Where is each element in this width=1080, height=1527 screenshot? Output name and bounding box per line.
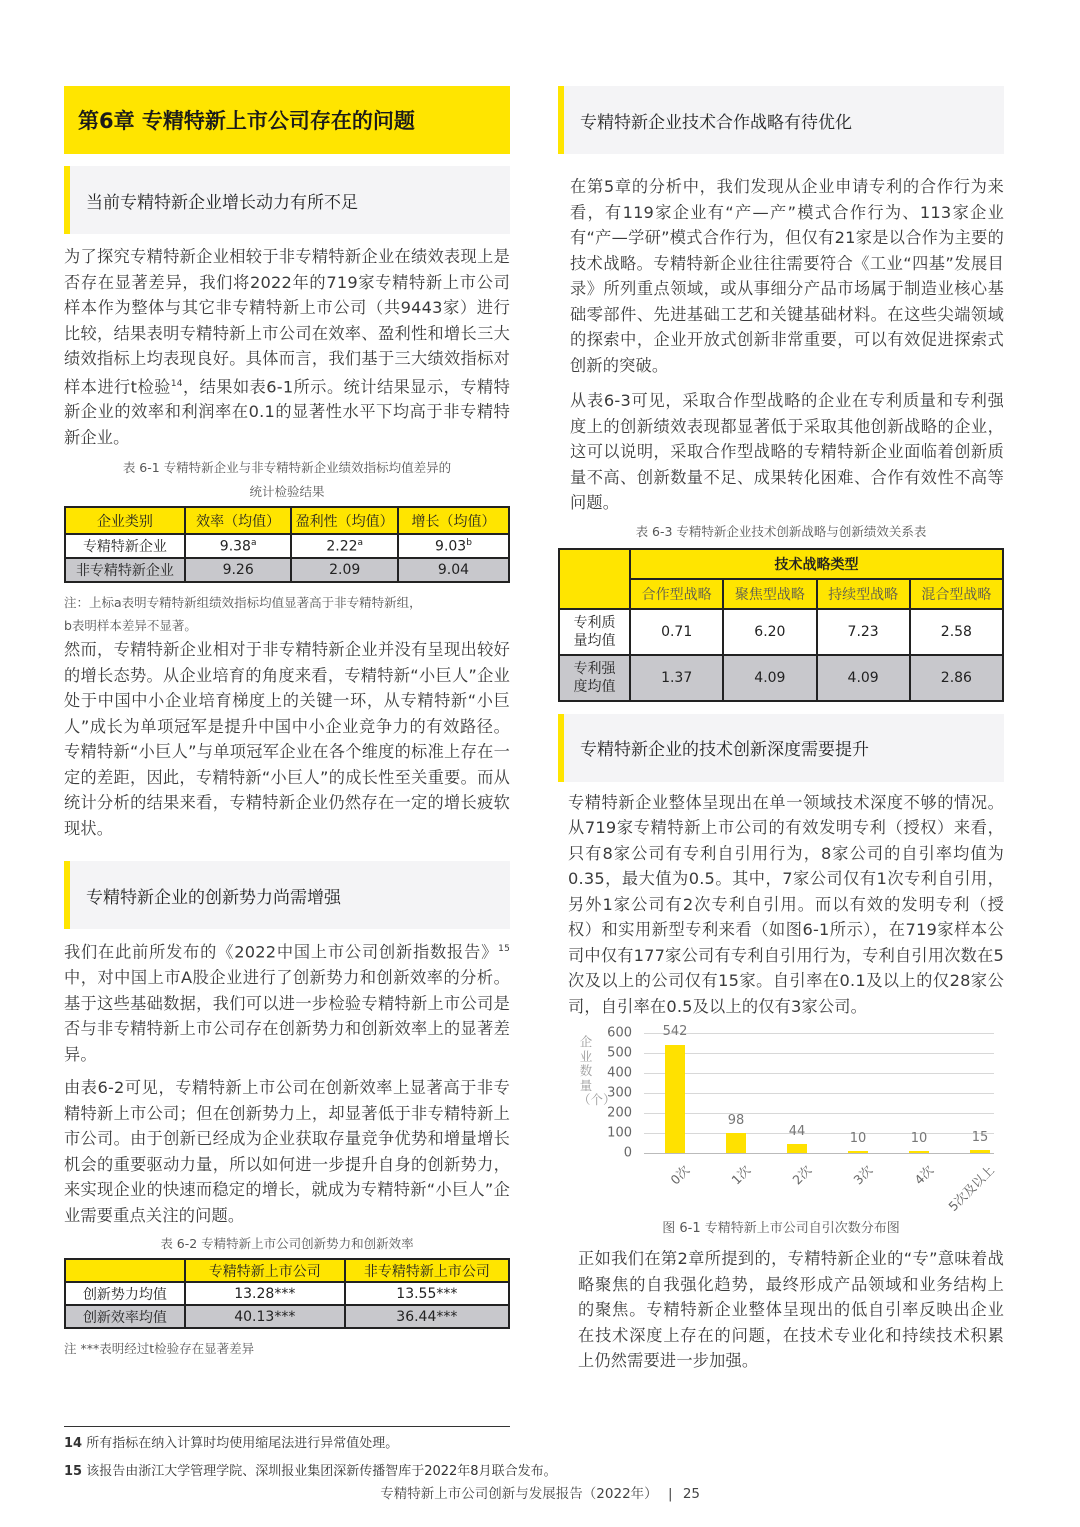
- gridline: [644, 1133, 994, 1134]
- figure-caption: 图 6-1 专精特新上市公司自引次数分布图: [662, 1221, 900, 1236]
- table-row: 创新效率均值 40.13*** 36.44***: [65, 1305, 509, 1328]
- x-tick-label: 2次: [788, 1162, 815, 1188]
- data-label: 44: [788, 1124, 806, 1139]
- paragraph: 由表6-2可见，专精特新上市公司在创新效率上显著高于非专精特新上市公司；但在创新势力上，却显著低于非专精特新上市公司。由于创新已经成为企业获取存量竞争优势和增量增长机会的重要驱动力量，所以如何进一步提升自身的创新势力，来实现企业的快速而稳定的增长，就成为专精特新“小巨人”企业需要重点关注的问题。: [64, 1078, 510, 1225]
- y-axis-label: 企业数量（个）: [578, 1034, 616, 1107]
- x-tick-label: 1次: [727, 1162, 754, 1188]
- table-caption: 表 6-1 专精特新企业与非专精特新企业绩效指标均值差异的 统计检验结果: [122, 460, 452, 500]
- x-axis-line: [644, 1153, 994, 1154]
- footnote-14: 14 所有指标在纳入计算时均使用缩尾法进行异常值处理。: [64, 1436, 399, 1451]
- bar-3: [848, 1151, 868, 1153]
- table-header: 盈利性（均值）: [291, 507, 398, 534]
- chapter-title: 第6章 专精特新上市公司存在的问题: [64, 86, 510, 154]
- section-heading-cooperation: 专精特新企业技术合作战略有待优化: [558, 86, 1004, 154]
- data-label: 15: [971, 1130, 989, 1145]
- data-label: 10: [849, 1131, 867, 1146]
- paragraph: 然而，专精特新企业相对于非专精特新企业并没有呈现出较好的增长态势。从企业培育的角度来看，专精特新“小巨人”企业处于中国中小企业培育梯度上的关键一环，从专精特新“小巨人”成长为单项冠军是提升中国中小企业竞争力的有效路径。专精特新“小巨人”与单项冠军企业在各个维度的标准上存在一定的差距，因此，专精特新“小巨人”的成长性至关重要。而从统计分析的结果来看，专精特新企业仍然存在一定的增长疲软现状。: [64, 640, 510, 838]
- table-row: 专精特新企业 9.38$^a$ 2.22$^a$ 9.03$^b$: [65, 534, 509, 558]
- table-caption: 表 6-2 专精特新上市公司创新势力和创新效率: [160, 1236, 414, 1252]
- data-label: 10: [910, 1131, 928, 1146]
- table-note: 注 ***表明经过t检验存在显著差异: [64, 1341, 255, 1357]
- table-header: 企业类别: [65, 507, 185, 534]
- x-tick-label: 3次: [849, 1162, 876, 1188]
- bar-5: [970, 1150, 990, 1153]
- footnote-ref[interactable]: 15: [498, 944, 510, 955]
- running-title: 专精特新上市公司创新与发展报告（2022年）: [380, 1486, 658, 1502]
- table-header: 非专精特新上市公司: [345, 1259, 509, 1282]
- table-note: 注：上标a表明专精特新组绩效指标均值显著高于非专精特新组， b表明样本差异不显著。: [64, 595, 422, 634]
- page-footer: [0, 1482, 700, 1502]
- footnote-divider: [64, 1426, 510, 1427]
- data-label: 98: [727, 1113, 745, 1128]
- table-row: 非专精特新企业 9.26 2.09 9.04: [65, 558, 509, 582]
- data-label: 542: [662, 1024, 688, 1039]
- gridline: [644, 1073, 994, 1074]
- section-heading-innovation-power: 专精特新企业的创新势力尚需增强: [64, 861, 510, 929]
- paragraph: 为了探究专精特新企业相较于非专精特新企业在绩效表现上是否存在显著差异，我们将2022年的719家专精特新上市公司样本作为整体与其它非专精特新上市公司（共9443家）进行比较，结果表明专精特新上市公司在效率、盈利性和增长三大绩效指标上均表现良好。具体而言，我们基于三大绩效指标对样本进行t检验$^{14}$，结果如表6-1所示。统计结果显示，专精特新企业的效率和利润率在0.1的显著性水平下均高于非专精特新企业。: [64, 247, 510, 447]
- table-row: 专利质 量均值 0.71 6.20 7.23 2.58: [559, 609, 1003, 655]
- table-row: 创新势力均值 13.28*** 13.55***: [65, 1282, 509, 1305]
- gridline: [644, 1113, 994, 1114]
- paragraph: 我们在此前所发布的《2022中国上市公司创新指数报告》$^{15}$ 中，对中国上市A股企业进行了创新势力和创新效率的分析。基于这些基础数据，我们可以进一步检验专精特新上市公司是否与非专精特新上市公司存在创新势力和创新效率上的显著差异。: [64, 942, 510, 1064]
- paragraph: 从表6-3可见，采取合作型战略的企业在专利质量和专利强度上的创新绩效表现都显著低于采取其他创新战略的企业，这可以说明，采取合作型战略的专精特新企业面临着创新质量不高、创新数量不足、成果转化困难、合作有效性不高等问题。: [570, 391, 1004, 512]
- table-6-1: [64, 506, 510, 583]
- gridline: [644, 1053, 994, 1054]
- table-header: 专精特新上市公司: [185, 1259, 345, 1282]
- table-header: 聚焦型战略: [723, 579, 816, 609]
- table-group-header: 技术战略类型: [630, 549, 1003, 579]
- left-column: [64, 86, 510, 1360]
- x-tick-label: 5次及以上: [945, 1162, 998, 1214]
- x-tick-label: 4次: [910, 1162, 937, 1188]
- table-caption: 表 6-3 专精特新企业技术创新战略与创新绩效关系表: [635, 523, 927, 539]
- table-header: 混合型战略: [910, 579, 1003, 609]
- table-row: 专利强 度均值 1.37 4.09 4.09 2.86: [559, 655, 1003, 701]
- paragraph: 正如我们在第2章所提到的，专精特新企业的“专”意味着战略聚焦的自我强化趋势，最终形成产品领域和业务结构上的聚焦。专精特新企业整体呈现出的低自引率反映出企业在技术深度上存在的问题，在技术专业化和持续技术积累上仍然需要进一步加强。: [578, 1249, 1004, 1370]
- gridline: [644, 1093, 994, 1094]
- table-6-3: [558, 548, 1004, 702]
- bar-0: [665, 1045, 685, 1153]
- table-6-2: [64, 1258, 510, 1329]
- paragraph: 专精特新企业整体呈现出在单一领域技术深度不够的情况。从719家专精特新上市公司的有效发明专利（授权）来看，只有8家公司有专利自引用行为，8家公司的自引率均值为0.35，最大值为0.5。其中，7家公司仅有1次专利自引用，另外1家公司有2次专利自引用。而以有效的发明专利（授权）和实用新型专利来看（如图6-1所示），在719家样本公司中仅有177家公司有专利自引用行为，专利自引用次数在5次及以上的公司仅有15家。自引率在0.1及以上的仅28家公司，自引率在0.5及以上的仅有3家公司。: [568, 792, 1004, 1016]
- footer-separator: |: [667, 1486, 673, 1502]
- table-header: 增长（均值）: [398, 507, 509, 534]
- footnote-ref[interactable]: 14: [170, 378, 183, 389]
- table-header: 合作型战略: [630, 579, 723, 609]
- footnote-15: 15 该报告由浙江大学管理学院、深圳报业集团深新传播智库于2022年8月联合发布。: [64, 1464, 557, 1479]
- gridline: [644, 1033, 994, 1034]
- table-header: 持续型战略: [817, 579, 910, 609]
- bar-4: [909, 1151, 929, 1153]
- bar-1: [726, 1133, 746, 1153]
- paragraph: 在第5章的分析中，我们发现从企业申请专利的合作行为来看，有119家企业有“产—产”模式合作行为、113家企业有“产—学研”模式合作行为，但仅有21家是以合作为主要的技术战略。专精特新企业往往需要符合《工业“四基”发展目录》所列重点领域，或从事细分产品市场属于制造业核心基础零部件、先进基础工艺和关键基础材料。在这些尖端领域的探索中，企业开放式创新非常重要，可以有效促进探索式创新的突破。: [570, 177, 1004, 375]
- x-tick-label: 0次: [666, 1162, 693, 1188]
- section-heading-growth: 当前专精特新企业增长动力有所不足: [64, 166, 510, 234]
- bar-chart-self-citation: 企业数量（个） 600 500 400 300 200 100 0 542 98 44 10 10 15 0次 1次 2次 3次 4次 5次及以上 图 6-1 专精特新上市公司自引次数分布图: [558, 1021, 1004, 1236]
- page-number: 25: [682, 1486, 700, 1502]
- table-header: 效率（均值）: [185, 507, 292, 534]
- bar-2: [787, 1144, 807, 1153]
- section-heading-depth: 专精特新企业的技术创新深度需要提升: [558, 714, 1004, 782]
- right-column: [558, 86, 1004, 1374]
